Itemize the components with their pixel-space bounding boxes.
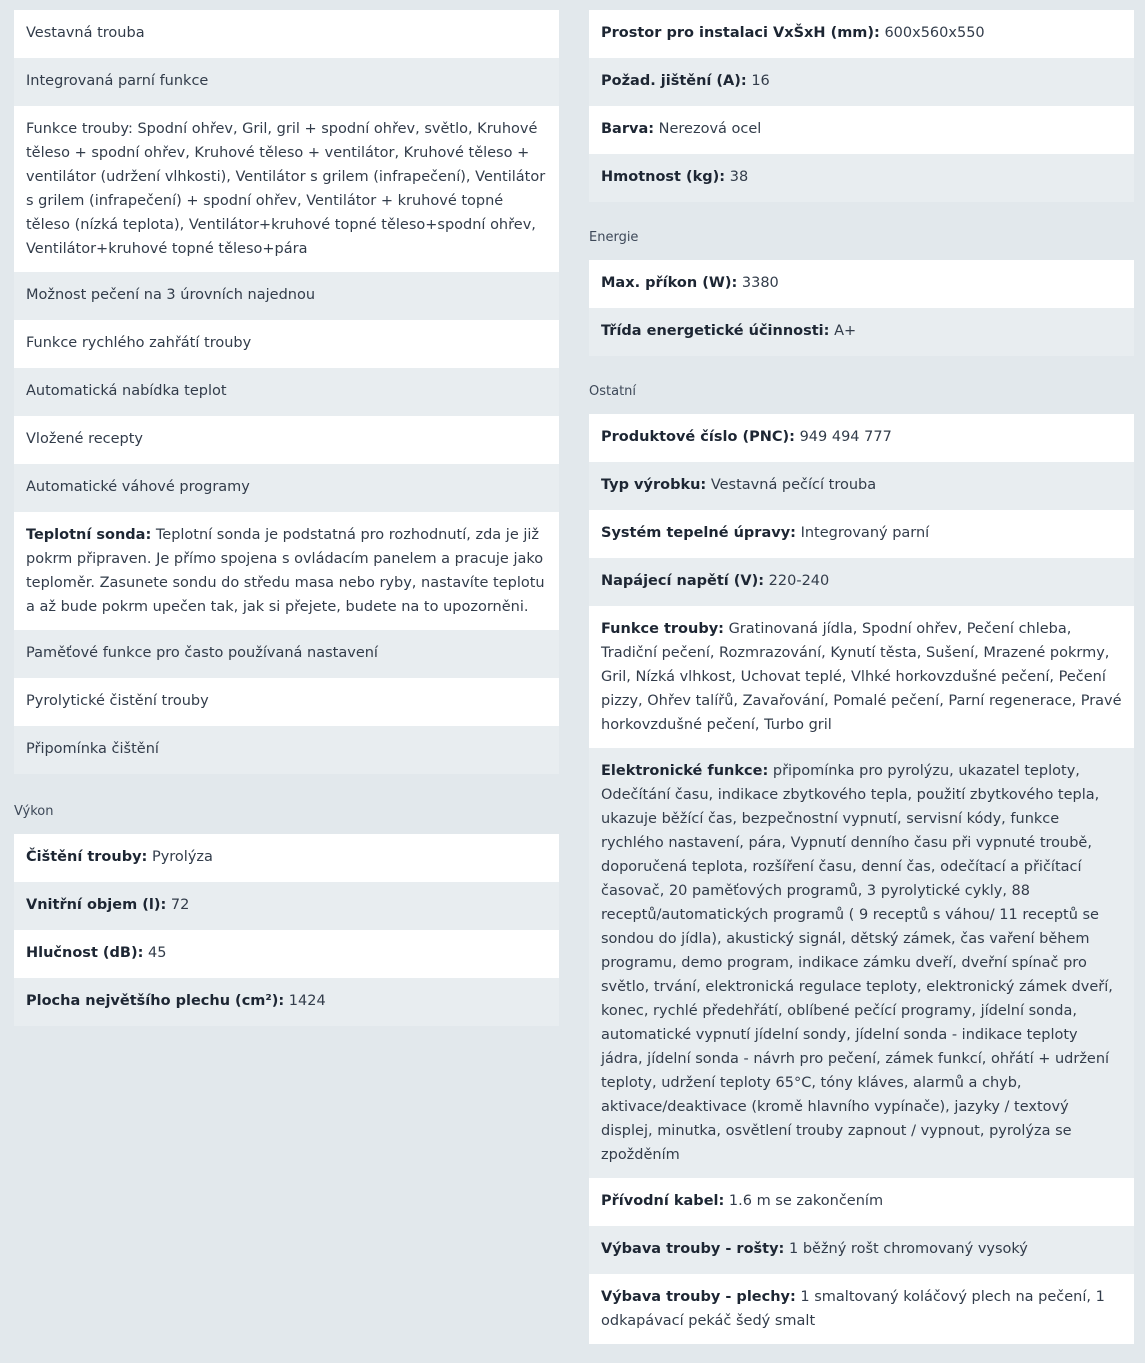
spec-label: Produktové číslo (PNC): (601, 429, 795, 445)
spec-row (589, 308, 1134, 356)
spec-label: Přívodní kabel: (601, 1193, 725, 1209)
spec-value: 45 (148, 945, 167, 961)
feature-row (14, 272, 559, 320)
spec-row (589, 1226, 1134, 1274)
spec-row (14, 930, 559, 978)
spec-label: Výbava trouby - rošty: (601, 1241, 785, 1257)
feature-row (14, 678, 559, 726)
spec-row (589, 1274, 1134, 1344)
spec-value: A+ (834, 323, 857, 339)
feature-text: Vestavná trouba (26, 25, 145, 41)
feature-row (14, 320, 559, 368)
spec-label: Elektronické funkce: (601, 763, 769, 779)
spec-row (589, 154, 1134, 202)
feature-row (14, 464, 559, 512)
spec-value: Pyrolýza (151, 849, 213, 865)
spec-row (14, 834, 559, 882)
feature-text: Paměťové funkce pro často používaná nastavení (26, 645, 378, 661)
feature-row (14, 726, 559, 774)
feature-text: Funkce rychlého zahřátí trouby (26, 335, 252, 351)
left-column (14, 10, 559, 1026)
feature-label: Teplotní sonda: (26, 527, 152, 543)
spec-row (14, 882, 559, 930)
spec-row (589, 414, 1134, 462)
feature-row (14, 106, 559, 272)
feature-text: Pyrolytické čistění trouby (26, 693, 209, 709)
feature-row (14, 630, 559, 678)
spec-value: 1424 (288, 993, 326, 1009)
spec-row (589, 462, 1134, 510)
spec-label: Funkce trouby: (601, 621, 724, 637)
spec-label: Barva: (601, 121, 655, 137)
spec-value: připomínka pro pyrolýzu, ukazatel teploty, Odečítání času, indikace zbytkového tepla, použití zbytkového tepla, ukazuje běžící čas, bezpečnostní vypnutí, servisní kódy, funkce rychlého nastavení, pára, Vypnutí denního času při vypnuté troubě, doporučená teplota, rozšíření času, denní čas, odečítací a přičítací časovač, 20 paměťových programů, 3 pyrolytické cykly, 88 receptů/automatických programů ( 9 receptů s váhou/ 11 receptů se sondou do jídla), akustický signál, dětský zámek, čas vaření během programu, demo program, indikace zámku dveří, dveřní spínač pro světlo, trvání, elektronická regulace teploty, elektronický zámek dveří, konec, rychlé předehřátí, oblíbené pečící programy, jídelní sonda, automatické vypnutí jídelní sondy, jídelní sonda - indikace teploty jádra, jídelní sonda - návrh pro pečení, zámek funkcí, ohřátí + udržení teploty, udržení teploty 65°C, tóny kláves, alarmů a chyb, aktivace/deaktivace (kromě hlavního vypínače), jazyky / textový displej, minutka, osvětlení trouby zapnout / vypnout, pyrolýza se zpožděním (601, 763, 1113, 1163)
spec-value: 600x560x550 (884, 25, 985, 41)
spec-label: Hlučnost (dB): (26, 945, 144, 961)
spec-value: 1 běžný rošt chromovaný vysoký (788, 1241, 1028, 1257)
spec-label: Výbava trouby - plechy: (601, 1289, 796, 1305)
spec-label: Napájecí napětí (V): (601, 573, 765, 589)
spec-value: 220-240 (768, 573, 830, 589)
spec-label: Třída energetické účinnosti: (601, 323, 830, 339)
spec-value: Nerezová ocel (658, 121, 762, 137)
spec-label: Vnitřní objem (l): (26, 897, 167, 913)
spec-value: Gratinovaná jídla, Spodní ohřev, Pečení chleba, Tradiční pečení, Rozmrazování, Kynutí těsta, Sušení, Mrazené pokrmy, Gril, Nízká vlhkost, Uchovat teplé, Vlhké horkovzdušné pečení, Pečení pizzy, Ohřev talířů, Zavařování, Pomalé pečení, Parní regenerace, Pravé horkovzdušné pečení, Turbo gril (601, 621, 1122, 733)
spec-value: 1 smaltovaný koláčový plech na pečení, 1 odkapávací pekáč šedý smalt (601, 1289, 1105, 1329)
spec-value: Integrovaný parní (800, 525, 930, 541)
spec-label: Prostor pro instalaci VxŠxH (mm): (601, 25, 880, 41)
spec-value: 72 (170, 897, 190, 913)
spec-value: 949 494 777 (799, 429, 892, 445)
feature-row-temperature-probe (14, 512, 559, 630)
spec-row (589, 748, 1134, 1178)
feature-text: Automatické váhové programy (26, 479, 250, 495)
spec-row (589, 606, 1134, 748)
spec-row (589, 106, 1134, 154)
spec-label: Max. příkon (W): (601, 275, 738, 291)
spec-label: Plocha největšího plechu (cm²): (26, 993, 285, 1009)
section-title-vykon: Výkon (14, 804, 54, 819)
spec-value: 3380 (741, 275, 779, 291)
spec-value: 16 (751, 73, 770, 89)
spec-row (589, 1178, 1134, 1226)
right-column (589, 10, 1134, 1344)
feature-text: Automatická nabídka teplot (26, 383, 227, 399)
section-title-energie: Energie (589, 230, 639, 245)
spec-label: Čištění trouby: (26, 849, 148, 865)
feature-row (14, 368, 559, 416)
spec-row (589, 58, 1134, 106)
spec-row (589, 10, 1134, 58)
spec-label: Požad. jištění (A): (601, 73, 747, 89)
feature-row (14, 10, 559, 58)
spec-row (14, 978, 559, 1026)
spec-label: Hmotnost (kg): (601, 169, 726, 185)
spec-value: 1.6 m se zakončením (728, 1193, 884, 1209)
feature-row (14, 416, 559, 464)
feature-text: Vložené recepty (26, 431, 143, 447)
spec-value: Vestavná pečící trouba (710, 477, 877, 493)
spec-value: 38 (729, 169, 749, 185)
feature-text: Připomínka čištění (26, 741, 159, 757)
section-title-ostatni: Ostatní (589, 384, 637, 399)
spec-row (589, 260, 1134, 308)
feature-text: Teplotní sonda je podstatná pro rozhodnutí, zda je již pokrm připraven. Je přímo spojena s ovládacím panelem a pracuje jako teploměr. Zasunete sondu do středu masa nebo ryby, nastavíte teplotu a až bude pokrm upečen tak, jak si přejete, budete na to upozorněni. (26, 527, 545, 615)
feature-text: Integrovaná parní funkce (26, 73, 209, 89)
feature-row (14, 58, 559, 106)
feature-text: Možnost pečení na 3 úrovních najednou (26, 287, 316, 303)
spec-label: Systém tepelné úpravy: (601, 525, 796, 541)
spec-label: Typ výrobku: (601, 477, 707, 493)
feature-text: Funkce trouby: Spodní ohřev, Gril, gril + spodní ohřev, světlo, Kruhové těleso + spodní ohřev, Kruhové těleso + ventilátor, Kruhové těleso + ventilátor (udržení vlhkosti), Ventilátor s grilem (infrapečení), Ventilátor s grilem (infrapečení) + spodní ohřev, Ventilátor + kruhové topné těleso (nízká teplota), Ventilátor+kruhové topné těleso+spodní ohřev, Ventilátor+kruhové topné těleso+pára (26, 121, 546, 257)
spec-row (589, 558, 1134, 606)
spec-row (589, 510, 1134, 558)
